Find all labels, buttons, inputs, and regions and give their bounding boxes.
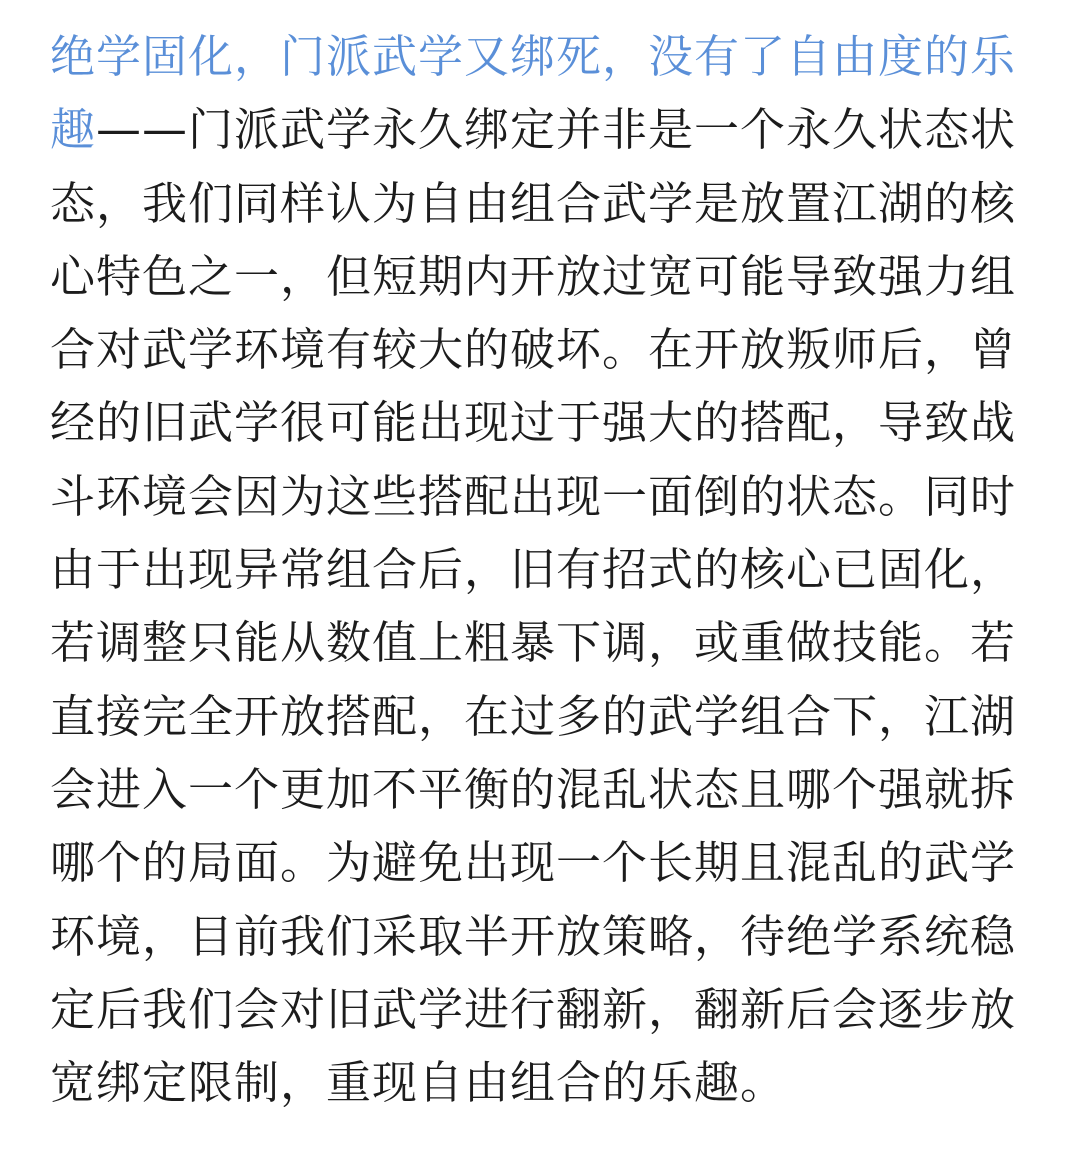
article-body: [50, 20, 1017, 1119]
paragraph-line: 定后我们会对旧武学进行翻新，翻新后会逐步放: [50, 982, 1017, 1036]
paragraph-line: 哪个的局面。为避免出现一个长期且混乱的武学: [50, 836, 1017, 890]
paragraph-line: 会进入一个更加不平衡的混乱状态且哪个强就拆: [50, 762, 1017, 816]
paragraph-line: 由于出现异常组合后，旧有招式的核心已固化，: [50, 543, 1017, 597]
highlighted-heading-link[interactable]: 绝学固化，门派武学又绑死，没有了自由度的乐: [50, 30, 1017, 83]
paragraph-line: 态，我们同样认为自由组合武学是放置江湖的核: [50, 176, 1017, 230]
paragraph-line-1: [50, 20, 1017, 93]
paragraph-line: 若调整只能从数值上粗暴下调，或重做技能。若: [50, 616, 1017, 670]
highlighted-heading-link-continued[interactable]: 趣: [50, 103, 97, 157]
paragraph-line: 环境，目前我们采取半开放策略，待绝学系统稳: [50, 909, 1017, 963]
paragraph-line: 经的旧武学很可能出现过于强大的搭配，导致战: [50, 396, 1017, 450]
paragraph-line-2: [50, 93, 1017, 166]
paragraph-line: 合对武学环境有较大的破坏。在开放叛师后，曾: [50, 323, 1017, 377]
paragraph-line: 直接完全开放搭配，在过多的武学组合下，江湖: [50, 689, 1017, 743]
paragraph-text: ——门派武学永久绑定并非是一个永久状态状: [96, 103, 1017, 157]
paragraph-line: 心特色之一，但短期内开放过宽可能导致强力组: [50, 249, 1017, 303]
paragraph-line: 宽绑定限制，重现自由组合的乐趣。: [50, 1056, 787, 1110]
paragraph-line: 斗环境会因为这些搭配出现一面倒的状态。同时: [50, 469, 1017, 523]
